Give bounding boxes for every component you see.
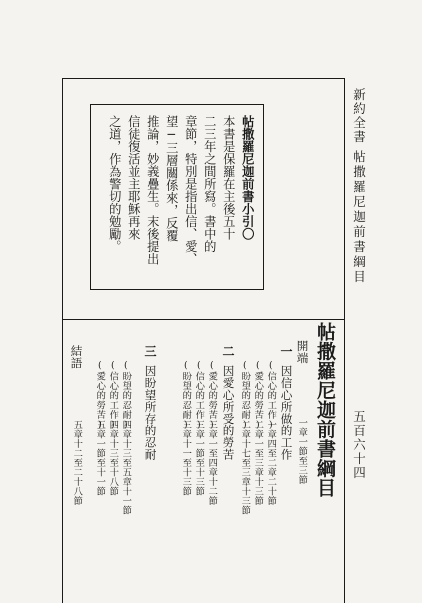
conclusion-label: 結語 bbox=[69, 345, 84, 369]
section-2-label: 因愛心所受的勞苦 bbox=[221, 365, 236, 461]
section-3-item-1-ref: 四章十三至五章十一節 bbox=[120, 420, 132, 515]
section-1-item-2-ref: 二章一至三章十三節 bbox=[252, 420, 264, 506]
outline-title: 帖撒羅尼迦前書綱目 bbox=[314, 322, 336, 498]
preface-col-8: 之道，作為警切的勉勵。 bbox=[107, 115, 122, 253]
section-2-item-3-ref: 三章十一至十三節 bbox=[180, 420, 192, 496]
preface-col-7: 信徒復活並主耶穌再來 bbox=[126, 115, 141, 240]
intro-label: 開端 bbox=[295, 340, 310, 364]
section-2-item-2-ref: 三章一節至十三節 bbox=[193, 420, 205, 496]
section-3-item-3-ref: 五章一節至十一節 bbox=[94, 420, 106, 496]
conclusion-ref: 五章十二至二十八節 bbox=[71, 420, 83, 506]
preface-col-1: 帖撒羅尼迦前書小引〇 bbox=[240, 115, 256, 240]
intro-ref: 一章一節至三節 bbox=[296, 418, 308, 485]
section-1-item-1-ref: 一章四至二章二十節 bbox=[265, 420, 277, 506]
section-1-number: 一 bbox=[279, 345, 293, 357]
section-3-item-2: (信心的工作) bbox=[107, 360, 119, 431]
preface-col-5: 望─三層關係來，反覆 bbox=[164, 115, 179, 242]
section-1-item-3-ref: 二章十七至三章十三節 bbox=[239, 420, 251, 515]
preface-col-4: 章節，特別是指出信、愛、 bbox=[183, 115, 198, 265]
section-1-label: 因信心所做的工作 bbox=[279, 365, 294, 461]
preface-col-2: 本書是保羅在主後五十 bbox=[221, 115, 236, 240]
section-2-number: 二 bbox=[221, 345, 235, 357]
section-1-item-3: (盼望的忍耐) bbox=[239, 360, 251, 431]
section-3-item-1: (盼望的忍耐) bbox=[120, 360, 132, 431]
left-frame bbox=[62, 78, 63, 603]
section-2-item-1: (愛心的勞苦) bbox=[206, 360, 218, 431]
section-1-item-1: (信心的工作) bbox=[265, 360, 277, 431]
section-2-item-2: (信心的工作) bbox=[193, 360, 205, 431]
section-3-item-3: (愛心的勞苦) bbox=[94, 360, 106, 431]
running-title: 帖撒羅尼迦前書綱目 bbox=[351, 150, 367, 285]
section-3-item-2-ref: 四章十三至十八節 bbox=[107, 420, 119, 496]
section-2-item-3: (盼望的忍耐) bbox=[180, 360, 192, 431]
page-number: 五百六十四 bbox=[351, 410, 367, 480]
book-title: 新約全書 bbox=[351, 88, 367, 144]
section-1-item-2: (愛心的勞苦) bbox=[252, 360, 264, 431]
preface-col-6: 推論，妙義疊生。末後提出 bbox=[145, 115, 160, 265]
header-divider bbox=[344, 78, 345, 603]
section-3-label: 因盼望所存的忍耐 bbox=[143, 365, 158, 461]
section-2-item-1-ref: 三章一至四章十二節 bbox=[206, 420, 218, 506]
top-rule bbox=[62, 78, 345, 79]
section-3-number: 三 bbox=[143, 345, 157, 357]
preface-col-3: 二三年之間所寫。書中的 bbox=[202, 115, 217, 253]
middle-rule bbox=[62, 319, 345, 320]
